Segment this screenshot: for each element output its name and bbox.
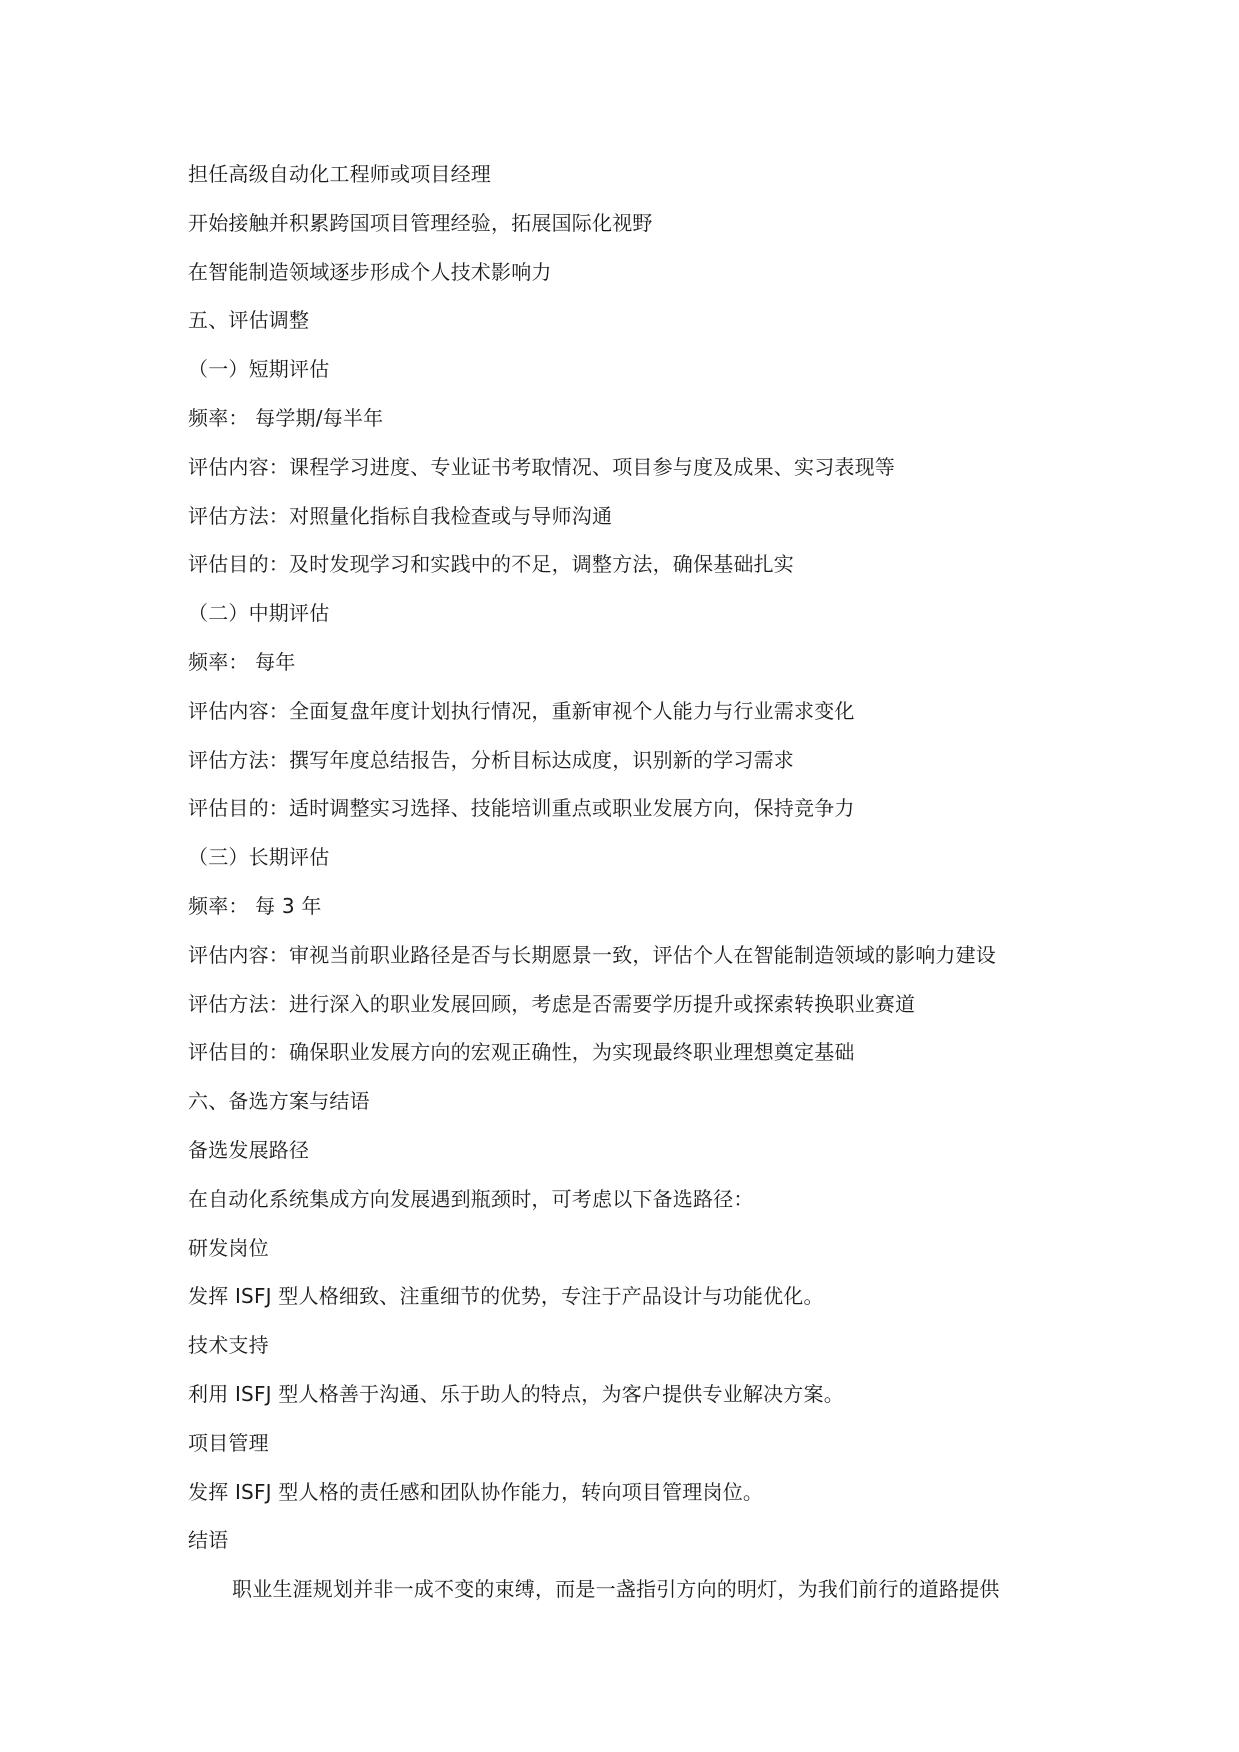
- subsection-heading: 技术支持: [188, 1333, 269, 1358]
- subsection-heading: （一）短期评估: [188, 357, 330, 382]
- body-text-line: 评估方法：对照量化指标自我检查或与导师沟通: [188, 503, 613, 528]
- body-text-line: 开始接触并积累跨国项目管理经验，拓展国际化视野: [188, 210, 653, 235]
- subsection-heading: 项目管理: [188, 1430, 269, 1455]
- body-text-line: 评估方法：进行深入的职业发展回顾，考虑是否需要学历提升或探索转换职业赛道: [188, 991, 916, 1016]
- body-text-line: 频率： 每年: [188, 649, 296, 674]
- subsection-heading: （二）中期评估: [188, 601, 330, 626]
- body-text-line: 评估内容：全面复盘年度计划执行情况，重新审视个人能力与行业需求变化: [188, 698, 855, 723]
- body-text-line: 发挥 ISFJ 型人格细致、注重细节的优势，专注于产品设计与功能优化。: [188, 1284, 824, 1309]
- section-heading: 五、评估调整: [188, 308, 310, 333]
- body-text-line: 评估目的：及时发现学习和实践中的不足，调整方法，确保基础扎实: [188, 552, 794, 577]
- body-text-line: 频率： 每学期/每半年: [188, 405, 384, 430]
- body-text-line: 在自动化系统集成方向发展遇到瓶颈时，可考虑以下备选路径：: [188, 1186, 754, 1211]
- subsection-heading: 结语: [188, 1528, 229, 1553]
- body-text-line: 评估目的：确保职业发展方向的宏观正确性，为实现最终职业理想奠定基础: [188, 1040, 855, 1065]
- body-text-line: 评估方法：撰写年度总结报告，分析目标达成度，识别新的学习需求: [188, 747, 794, 772]
- subsection-heading: （三）长期评估: [188, 845, 330, 870]
- body-text-line: 利用 ISFJ 型人格善于沟通、乐于助人的特点，为客户提供专业解决方案。: [188, 1381, 844, 1406]
- section-heading: 六、备选方案与结语: [188, 1089, 370, 1114]
- body-text-line: 频率： 每 3 年: [188, 893, 322, 918]
- body-text-line: 评估内容：审视当前职业路径是否与长期愿景一致，评估个人在智能制造领域的影响力建设: [188, 942, 996, 967]
- body-text-line: 职业生涯规划并非一成不变的束缚，而是一盏指引方向的明灯，为我们前行的道路提供: [232, 1577, 1000, 1602]
- subsection-heading: 研发岗位: [188, 1235, 269, 1260]
- body-text-line: 发挥 ISFJ 型人格的责任感和团队协作能力，转向项目管理岗位。: [188, 1479, 764, 1504]
- document-page: [188, 150, 1068, 1614]
- body-text-line: 评估目的：适时调整实习选择、技能培训重点或职业发展方向，保持竞争力: [188, 796, 855, 821]
- body-text-line: 在智能制造领域逐步形成个人技术影响力: [188, 259, 552, 284]
- body-text-line: 担任高级自动化工程师或项目经理: [188, 162, 491, 186]
- body-text-line: 评估内容：课程学习进度、专业证书考取情况、项目参与度及成果、实习表现等: [188, 454, 895, 479]
- subsection-heading: 备选发展路径: [188, 1137, 310, 1162]
